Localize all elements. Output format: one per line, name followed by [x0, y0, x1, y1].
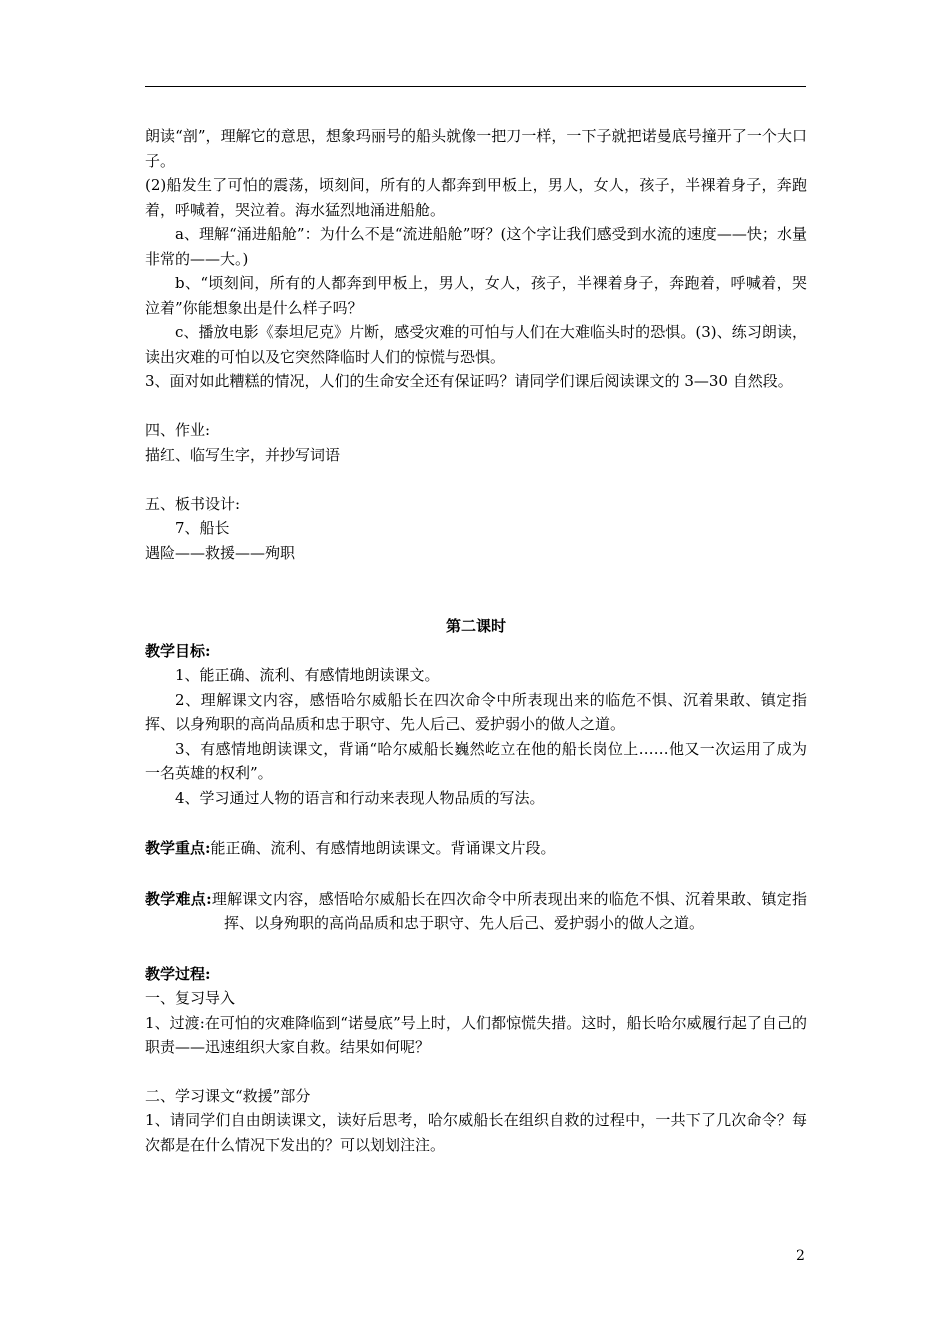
board-title: 7、船长 [175, 519, 230, 537]
process-label: 教学过程: [145, 964, 211, 983]
paragraph: 朗读“剖”，理解它的意思，想象玛丽号的船头就像一把刀一样，一下子就把诺曼底号撞开了一个大口子。 [145, 127, 807, 170]
board-flow: 遇险——救援——殉职 [145, 543, 296, 562]
goals-label: 教学目标: [145, 641, 211, 660]
homework-heading: 四、作业: [145, 421, 211, 439]
paragraph: 3、面对如此糟糕的情况，人们的生命安全还有保证吗？请同学们课后阅读课文的 3—30 自然段。 [145, 372, 793, 390]
board-heading: 五、板书设计: [145, 494, 241, 513]
key-label: 教学重点: [145, 839, 211, 857]
step1-heading: 一、复习导入 [145, 989, 236, 1007]
document-body [145, 124, 807, 1157]
step1-text: 1、过渡:在可怕的灾难降临到“诺曼底”号上时，人们都惊慌失措。这时，船长哈尔威履行起了自己的职责——迅速组织大家自救。结果如何呢？ [145, 1013, 807, 1056]
homework-text: 描红、临写生字，并抄写词语 [145, 445, 341, 464]
difficulty-text: 理解课文内容，感悟哈尔威船长在四次命令中所表现出来的临危不惧、沉着果敢、镇定指挥、以身殉职的高尚品质和忠于职守、先人后己、爱护弱小的做人之道。 [211, 889, 807, 932]
paragraph: b、“顷刻间，所有的人都奔到甲板上，男人，女人，孩子，半裸着身子，奔跑着，呼喊着，哭泣着”你能想象出是什么样子吗？ [145, 274, 807, 317]
header-rule [145, 86, 806, 87]
step2-heading: 二、学习课文“救援”部分 [145, 1086, 311, 1105]
difficulty-label: 教学难点: [145, 889, 212, 908]
goal-item: 1、能正确、流利、有感情地朗读课文。 [175, 666, 440, 684]
paragraph: (2)船发生了可怕的震荡，顷刻间，所有的人都奔到甲板上，男人，女人，孩子，半裸着身子，奔跑着，呼喊着，哭泣着。海水猛烈地涌进船舱。 [145, 176, 807, 219]
key-text: 能正确、流利、有感情地朗读课文。背诵课文片段。 [210, 839, 556, 857]
key-points [145, 836, 807, 861]
paragraph: c、播放电影《泰坦尼克》片断，感受灾难的可怕与人们在大难临头时的恐惧。(3)、练习朗读，读出灾难的可怕以及它突然降临时人们的惊慌与恐惧。 [145, 323, 807, 366]
paragraph: a、理解“涌进船舱”：为什么不是“流进船舱”呀？(这个字让我们感受到水流的速度——快；水量非常的——大。) [145, 225, 807, 268]
step2-text: 1、请同学们自由朗读课文，读好后思考，哈尔威船长在组织自救的过程中，一共下了几次命令？每次都是在什么情况下发出的？可以划划注注。 [145, 1111, 807, 1154]
goal-item: 2、理解课文内容，感悟哈尔威船长在四次命令中所表现出来的临危不惧、沉着果敢、镇定指挥、以身殉职的高尚品质和忠于职守、先人后己、爱护弱小的做人之道。 [145, 690, 807, 733]
page-number: 2 [796, 1248, 805, 1264]
lesson-title: 第二课时 [445, 617, 506, 635]
difficulty [145, 887, 807, 936]
goal-item: 4、学习通过人物的语言和行动来表现人物品质的写法。 [175, 788, 545, 807]
goal-item: 3、有感情地朗读课文，背诵“哈尔威船长巍然屹立在他的船长岗位上……他又一次运用了成为一名英雄的权利”。 [145, 739, 807, 782]
